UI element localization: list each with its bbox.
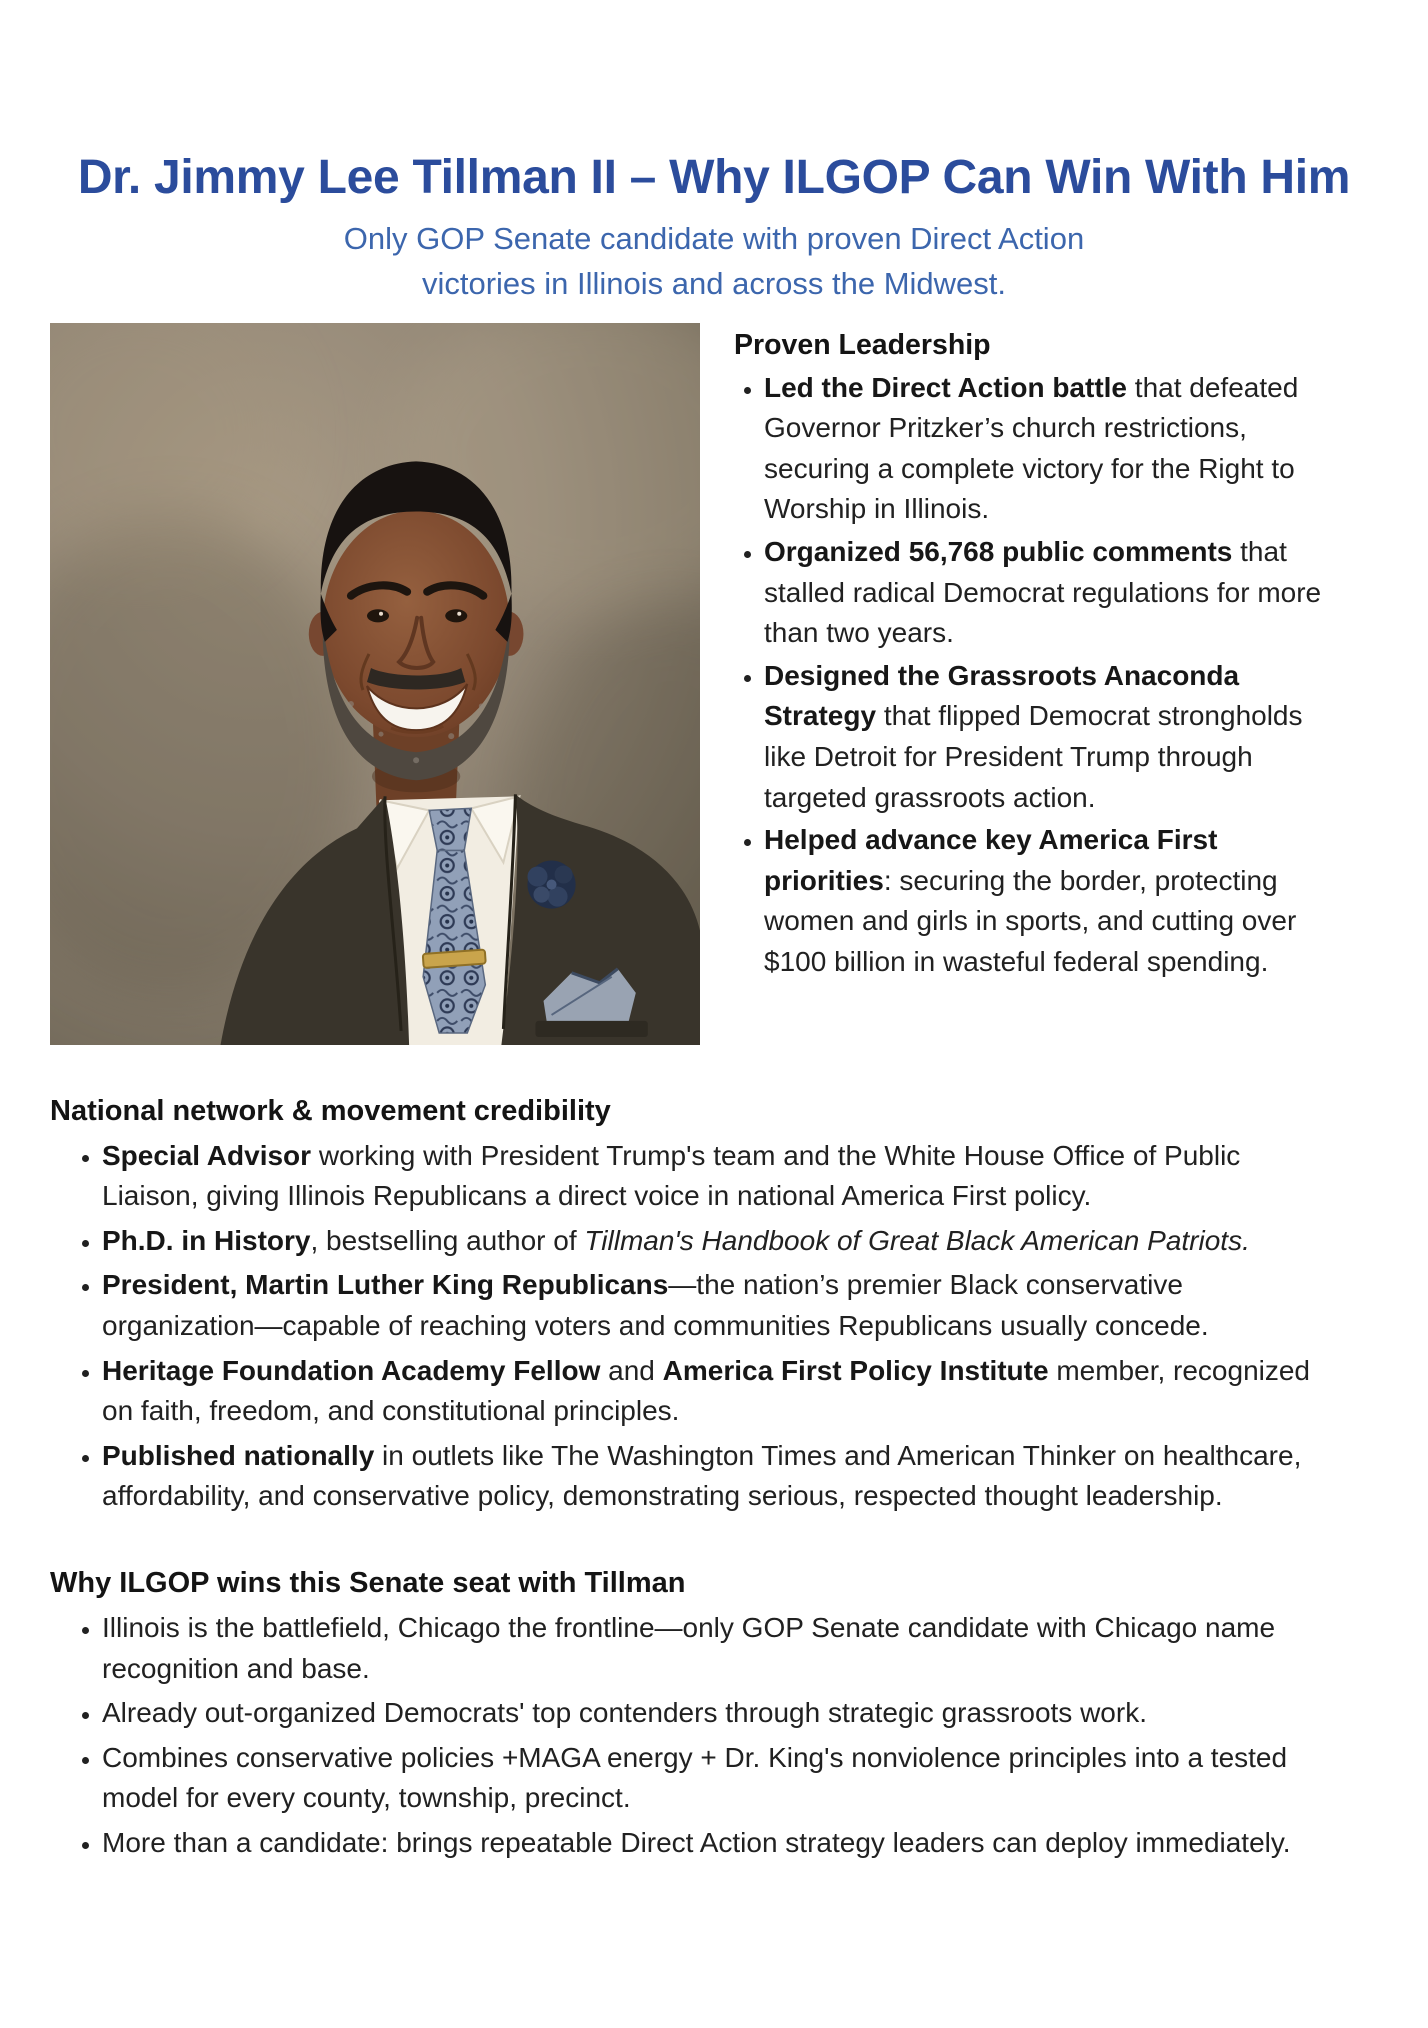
list-item: • Led the Direct Action battle that defeated Governor Pritzker’s church restrictions, securing a complete victory for the Right to Worship in Illinois. (764, 368, 1322, 530)
candidate-photo-illustration (50, 323, 700, 1045)
list-item: • Published nationally in outlets like The Washington Times and American Thinker on healthcare, affordability, and conservative policy, demonstrating serious, respected thought leadership. (102, 1436, 1312, 1517)
why-ilgop-heading: Why ILGOP wins this Senate seat with Tillman (50, 1567, 686, 1600)
national-network-heading: National network & movement credibility (50, 1094, 611, 1127)
list-item: • Helped advance key America First priorities: securing the border, protecting women and girls in sports, and cutting over $100 billion in wasteful federal spending. (764, 820, 1322, 982)
proven-leadership-column (734, 323, 1378, 1045)
list-item: • Special Advisor working with President Trump's team and the White House Office of Public Liaison, giving Illinois Republicans a direct voice in national America First policy. (102, 1136, 1312, 1217)
page-subtitle (0, 217, 1428, 307)
proven-leadership-heading: Proven Leadership (734, 328, 991, 361)
list-item: • President, Martin Luther King Republicans—the nation’s premier Black conservative organization—capable of reaching voters and communities Republicans usually concede. (102, 1265, 1312, 1346)
pocket (535, 1021, 647, 1037)
list-item: • Already out-organized Democrats' top contenders through strategic grassroots work. (102, 1693, 1312, 1734)
list-item: • Heritage Foundation Academy Fellow and America First Policy Institute member, recognized on faith, freedom, and constitutional principles. (102, 1351, 1312, 1432)
list-item: • Organized 56,768 public comments that stalled radical Democrat regulations for more than two years. (764, 532, 1322, 654)
subtitle-line-2: victories in Illinois and across the Midwest. (421, 265, 1007, 301)
national-network-list (50, 1136, 1312, 1517)
list-item: • Combines conservative policies +MAGA energy + Dr. King's nonviolence principles into a tested model for every county, township, precinct. (102, 1738, 1312, 1819)
subtitle-line-1: Only GOP Senate candidate with proven Direct Action (343, 220, 1085, 256)
list-item: • More than a candidate: brings repeatable Direct Action strategy leaders can deploy immediately. (102, 1823, 1312, 1864)
proven-leadership-list (734, 368, 1322, 983)
national-network-section (50, 1095, 1378, 1517)
page-title: Dr. Jimmy Lee Tillman II – Why ILGOP Can Win With Him (77, 151, 1351, 204)
flower-lapel-pin (527, 860, 575, 908)
list-item: • Ph.D. in History, bestselling author of Tillman's Handbook of Great Black American Patriots. (102, 1221, 1312, 1262)
list-item: • Designed the Grassroots Anaconda Strategy that flipped Democrat strongholds like Detroit for President Trump through targeted grassroots action. (764, 656, 1322, 818)
tie-clip (423, 949, 486, 967)
list-item: • Illinois is the battlefield, Chicago the frontline—only GOP Senate candidate with Chicago name recognition and base. (102, 1608, 1312, 1689)
why-ilgop-section (50, 1567, 1378, 1864)
hero-row (50, 323, 1378, 1045)
why-ilgop-list (50, 1608, 1312, 1864)
candidate-photo (50, 323, 700, 1045)
